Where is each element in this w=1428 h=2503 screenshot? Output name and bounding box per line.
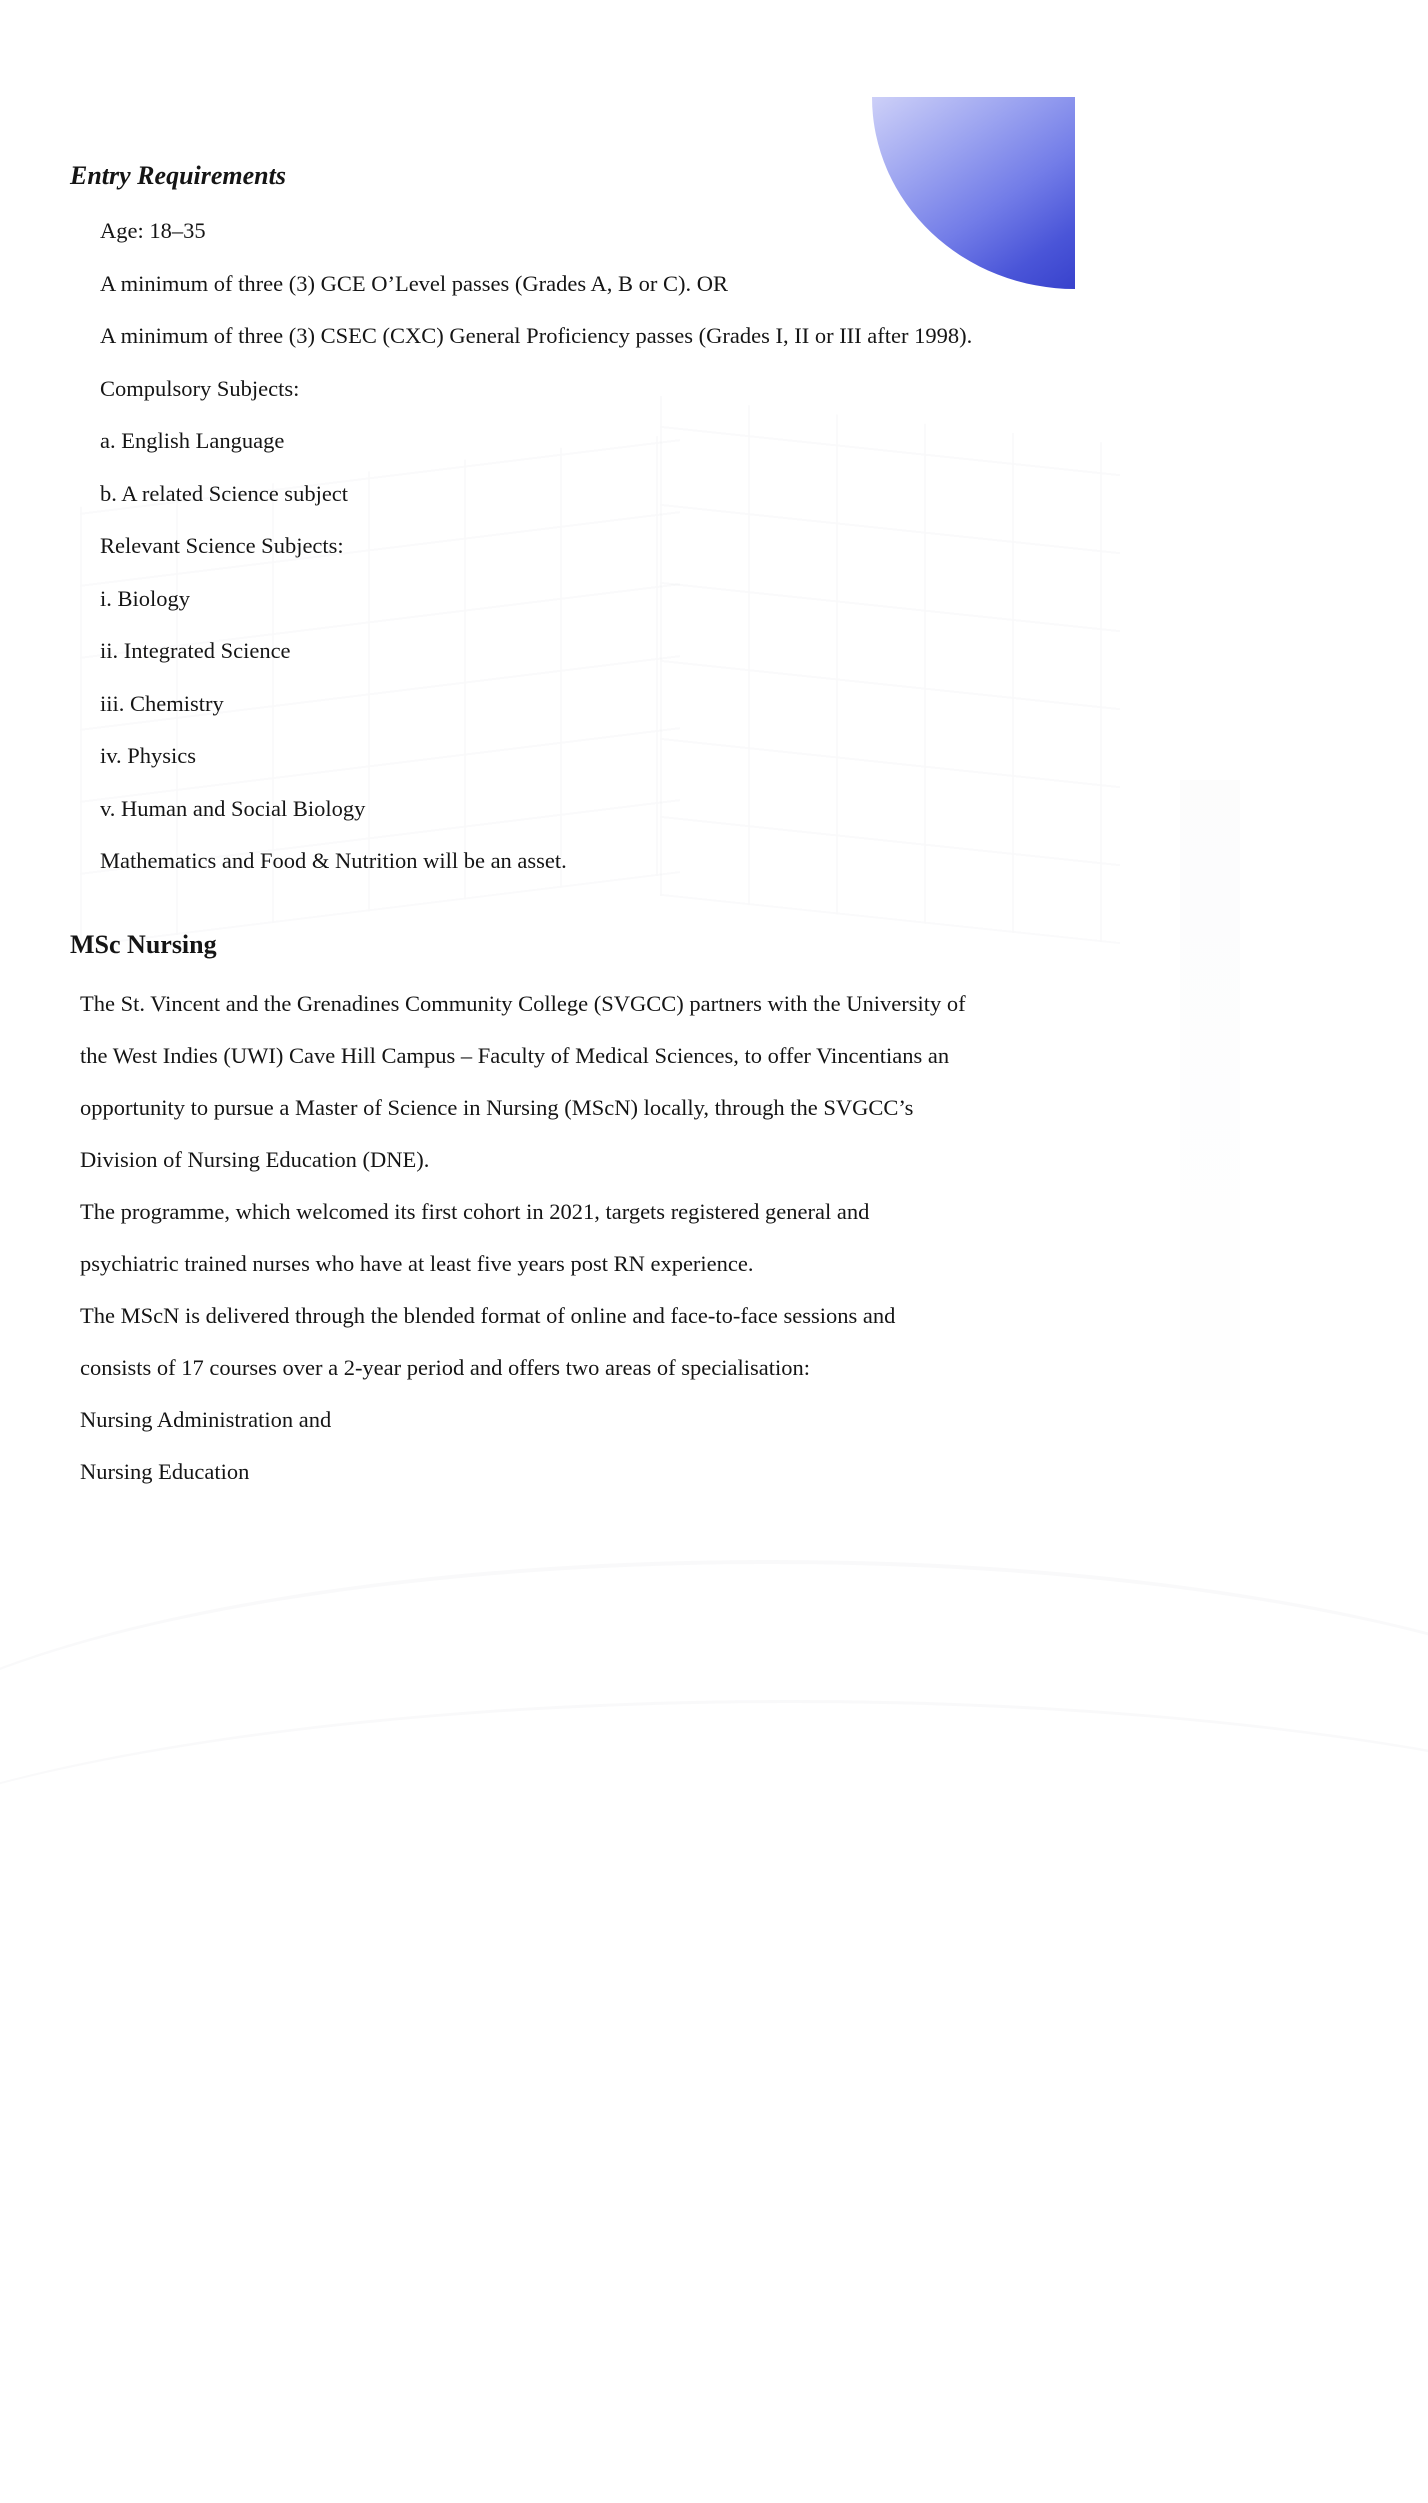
- msc-nursing-heading: MSc Nursing: [70, 929, 217, 959]
- entry-requirement-item: a. English Language: [100, 428, 285, 453]
- paragraph-line: Division of Nursing Education (DNE).: [80, 1146, 430, 1172]
- paragraph-line: opportunity to pursue a Master of Science in Nursing (MScN) locally, through the SVGCC’s: [80, 1094, 914, 1120]
- paragraph-line: The MScN is delivered through the blended format of online and face-to-face sessions and: [80, 1302, 896, 1328]
- entry-requirement-item: v. Human and Social Biology: [100, 795, 366, 821]
- msc-paragraph: [80, 1186, 1150, 1290]
- entry-requirement-item: iv. Physics: [100, 743, 197, 768]
- entry-requirement-item: Compulsory Subjects:: [100, 375, 300, 401]
- entry-requirement-item: b. A related Science subject: [100, 480, 349, 506]
- entry-requirement-item: iii. Chemistry: [100, 690, 224, 716]
- entry-requirement-item: i. Biology: [100, 585, 191, 611]
- paragraph-line: the West Indies (UWI) Cave Hill Campus – Faculty of Medical Sciences, to offer Vincentians an: [80, 1042, 950, 1068]
- msc-paragraph: [80, 978, 1150, 1186]
- specialisation-line: Nursing Administration and: [80, 1406, 332, 1432]
- entry-requirement-item: A minimum of three (3) GCE O’Level passes (Grades A, B or C). OR: [100, 270, 729, 296]
- entry-requirement-item: Relevant Science Subjects:: [100, 533, 344, 558]
- road-watermark-curve-2: [0, 1700, 1428, 2503]
- msc-paragraph: [80, 1394, 1150, 1446]
- paragraph-line: psychiatric trained nurses who have at least five years post RN experience.: [80, 1250, 754, 1276]
- paragraph-line: The programme, which welcomed its first cohort in 2021, targets registered general and: [80, 1198, 870, 1224]
- building-watermark-pillar: [1180, 780, 1240, 1400]
- road-watermark-curve-1: [0, 1560, 1428, 2324]
- msc-paragraph: [80, 1290, 1150, 1394]
- entry-requirement-item: ii. Integrated Science: [100, 638, 291, 663]
- paragraph-line: The St. Vincent and the Grenadines Community College (SVGCC) partners with the University of: [80, 990, 966, 1016]
- entry-requirements-list: [100, 205, 1150, 888]
- msc-paragraph: [80, 1446, 1150, 1498]
- msc-nursing-section: [80, 978, 1150, 1498]
- entry-requirement-item: A minimum of three (3) CSEC (CXC) General Proficiency passes (Grades I, II or III after 1998).: [100, 323, 973, 348]
- entry-requirements-heading: Entry Requirements: [70, 161, 286, 190]
- entry-requirement-item: Mathematics and Food & Nutrition will be an asset.: [100, 848, 567, 873]
- specialisation-line: Nursing Education: [80, 1458, 250, 1484]
- entry-requirement-item: Age: 18–35: [100, 218, 206, 243]
- document-content: [70, 0, 1150, 1498]
- paragraph-line: consists of 17 courses over a 2-year period and offers two areas of specialisation:: [80, 1354, 810, 1380]
